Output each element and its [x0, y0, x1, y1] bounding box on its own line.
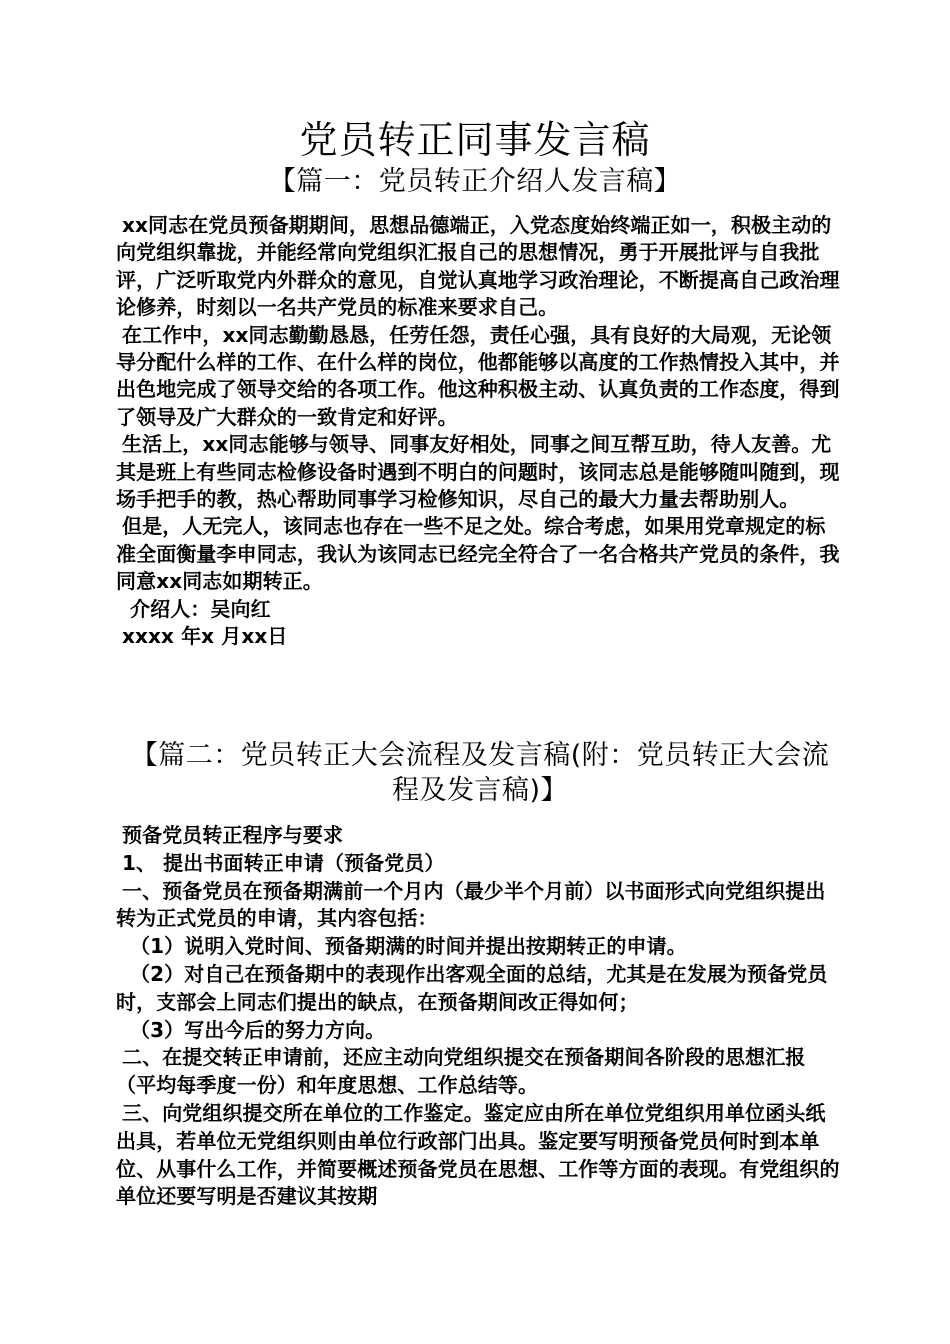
section2-sub-3: （3）写出今后的努力方向。	[130, 1017, 386, 1042]
section2-heading: 【篇二：党员转正大会流程及发言稿(附：党员转正大会流程及发言稿)】	[130, 740, 830, 806]
section2-subtitle: 预备党员转正程序与要求	[122, 823, 344, 847]
section1-paragraph-2: 在工作中，xx同志勤勤恳恳，任劳任怨，责任心强，具有良好的大局观，无论领导分配什么样的工作、在什么样的岗位，他都能够以高度的工作热情投入其中，并出色地完成了领导交给的各项工作。他这种积极主动、认真负责的工作态度，得到了领导及广大群众的一致肯定和好评。	[116, 322, 840, 429]
section2-sub-2: （2）对自己在预备期中的表现作出客观全面的总结，尤其是在发展为预备党员时，支部会上同志们提出的缺点，在预备期间改正得如何；	[116, 961, 828, 1014]
section1-paragraph-3: 生活上，xx同志能够与领导、同事友好相处，同事之间互帮互助，待人友善。尤其是班上有些同志检修设备时遇到不明白的问题时，该同志总是能够随叫随到，现场手把手的教，热心帮助同事学习检修知识，尽自己的最大力量去帮助别人。	[116, 432, 840, 512]
section2-item-3: 三、向党组织提交所在单位的工作鉴定。鉴定应由所在单位党组织用单位函头纸出具，若单位无党组织则由单位行政部门出具。鉴定要写明预备党员何时到本单位、从事什么工作，并简要概述预备党员在思想、工作等方面的表现。有党组织的单位还要写明是否建议其按期	[116, 1100, 840, 1209]
section2-item-2: 二、在提交转正申请前，还应主动向党组织提交在预备期间各阶段的思想汇报（平均每季度一份）和年度思想、工作总结等。	[116, 1045, 806, 1098]
introducer-line: 介绍人：吴向红	[130, 596, 271, 621]
document-title: 党员转正同事发言稿	[299, 118, 651, 162]
section1-paragraph-4: 但是，人无完人，该同志也存在一些不足之处。综合考虑，如果用党章规定的标准全面衡量李申同志，我认为该同志已经完全符合了一名合格共产党员的条件，我同意xx同志如期转正。	[116, 514, 840, 594]
section1-heading: 【篇一：党员转正介绍人发言稿】	[268, 166, 682, 197]
section2-step-1: 1、 提出书面转正申请（预备党员）	[122, 850, 445, 875]
section1-body	[116, 212, 844, 651]
section2-sub-1: （1）说明入党时间、预备期满的时间并提出按期转正的申请。	[130, 934, 687, 959]
section2-item-1: 一、预备党员在预备期满前一个月内（最少半个月前）以书面形式向党组织提出转为正式党员的申请，其内容包括：	[116, 878, 826, 931]
section2-body	[116, 822, 844, 1211]
date-line: xxxx 年x 月xx日	[122, 624, 288, 649]
section1-paragraph-1: xx同志在党员预备期期间，思想品德端正，入党态度始终端正如一，积极主动的向党组织靠拢，并能经常向党组织汇报自己的思想情况，勇于开展批评与自我批评，广泛听取党内外群众的意见，自觉认真地学习政治理论，不断提高自己政治理论修养，时刻以一名共产党员的标准来要求自己。	[116, 213, 840, 320]
